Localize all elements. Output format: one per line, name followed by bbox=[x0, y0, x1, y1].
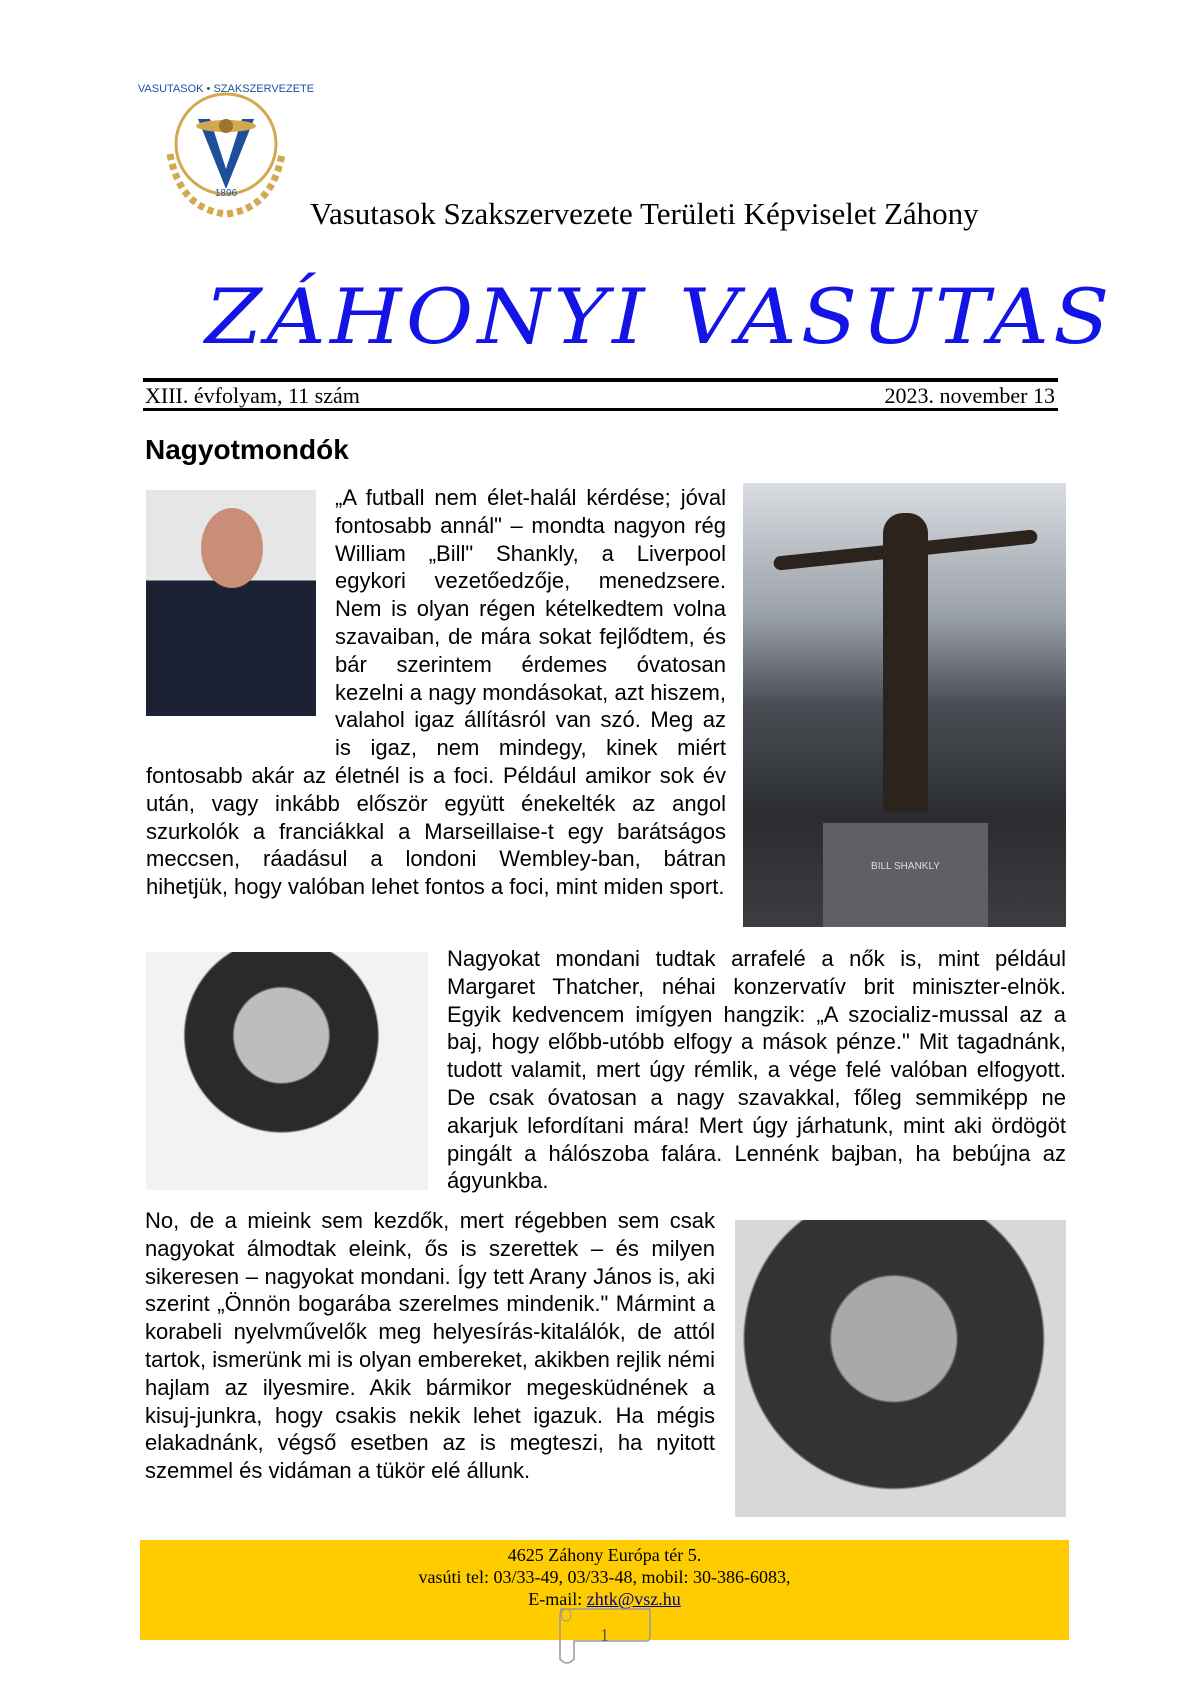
issue-date: 2023. november 13 bbox=[884, 383, 1055, 408]
svg-text:1896: 1896 bbox=[214, 188, 238, 199]
page-number: 1 bbox=[600, 1625, 609, 1645]
top-rule bbox=[143, 378, 1058, 382]
article-heading: Nagyotmondók bbox=[145, 434, 349, 465]
email-label: E-mail: bbox=[528, 1589, 587, 1609]
statue-caption: BILL SHANKLY bbox=[823, 823, 988, 927]
author-photo bbox=[146, 490, 316, 716]
newspaper-title: ZÁHONYI VASUTAS bbox=[205, 272, 1114, 361]
thatcher-photo bbox=[146, 952, 428, 1190]
footer-phones: vasúti tel: 03/33-49, 03/33-48, mobil: 30-386-6083, bbox=[418, 1567, 791, 1587]
paragraph-1-text: „A futball nem élet-halál kérdése; jóval fontosabb annál" – mondta nagyon rég William „Bill" Shankly, a Liverpool egykori vezetőedzője, menedzsere. Nem is olyan régen kételkedtem volna szavaiban, de mára sokat fejlődtem, és bár szerintem érdemes óvatosan kezelni a nagy mondásokat, azt hiszem, valahol igaz állításról van szó. Meg az is igaz, nem mindegy, kinek miért fontosabb akár az életnél is a foci. Például amikor sok év után, vagy inkább először együtt énekelték az angol szurkolók a franciákkal a Marseillaise-t egy barátságos meccsen, ráadásul a londoni Wembley-ban, bátran hihetjük, hogy valóban lehet fontos a foci, mint miden sport. bbox=[146, 485, 726, 900]
email-link[interactable]: zhtk@vsz.hu bbox=[586, 1589, 681, 1609]
issue-info bbox=[145, 383, 1055, 409]
paragraph-1 bbox=[146, 484, 726, 901]
page-number-scroll bbox=[552, 1605, 657, 1665]
shankly-statue-photo bbox=[743, 483, 1066, 927]
paragraph-3: No, de a mieink sem kezdők, mert régebben sem csak nagyokat álmodtak eleink, ős is szerettek – és milyen sikeresen – nagyokat mondani. Így tett Arany János is, aki szerint „Önnön bogarába szerelmes mindenik." Mármint a korabeli nyelvművelők meg helyesírás-kitalálók, de attól tartok, ismerünk mi is olyan embereket, akikben rejlik némi hajlam az ilyesmire. Akik bármikor megesküdnének a kisuj-junkra, hogy csakis nekik lehet igazuk. Ha mégis elakadnánk, végső esetben az is megteszi, ha nyitott szemmel és vidáman a tükör elé állunk. bbox=[145, 1208, 715, 1484]
paragraph-2: Nagyokat mondani tudtak arrafelé a nők is, mint például Margaret Thatcher, néhai konzervatív brit miniszter-elnök. Egyik kedvencem imígyen hangzik: „A szocializ-mussal az a baj, hogy előbb-utóbb elfogy a mások pénze." Mit tagadnánk, tudott valamit, mert úgy rémlik, a vége felé valóban elfogyott. De csak óvatosan a nagy szavakkal, főleg semmiképp ne akarjuk lefordítani mára! Mert úgy járhatunk, mint aki ördögöt pingált a hálószoba falára. Lennénk bajban, ha bebújna az ágyunkba. bbox=[447, 946, 1066, 1194]
union-logo bbox=[137, 74, 315, 224]
bottom-rule bbox=[143, 408, 1058, 411]
organization-name: Vasutasok Szakszervezete Területi Képviselet Záhony bbox=[310, 196, 979, 231]
footer-address: 4625 Záhony Európa tér 5. bbox=[507, 1545, 702, 1565]
issue-number: XIII. évfolyam, 11 szám bbox=[145, 383, 360, 408]
svg-text:VASUTASOK • SZAKSZERVEZETE: VASUTASOK • SZAKSZERVEZETE bbox=[137, 83, 315, 95]
arany-janos-photo bbox=[735, 1220, 1066, 1517]
